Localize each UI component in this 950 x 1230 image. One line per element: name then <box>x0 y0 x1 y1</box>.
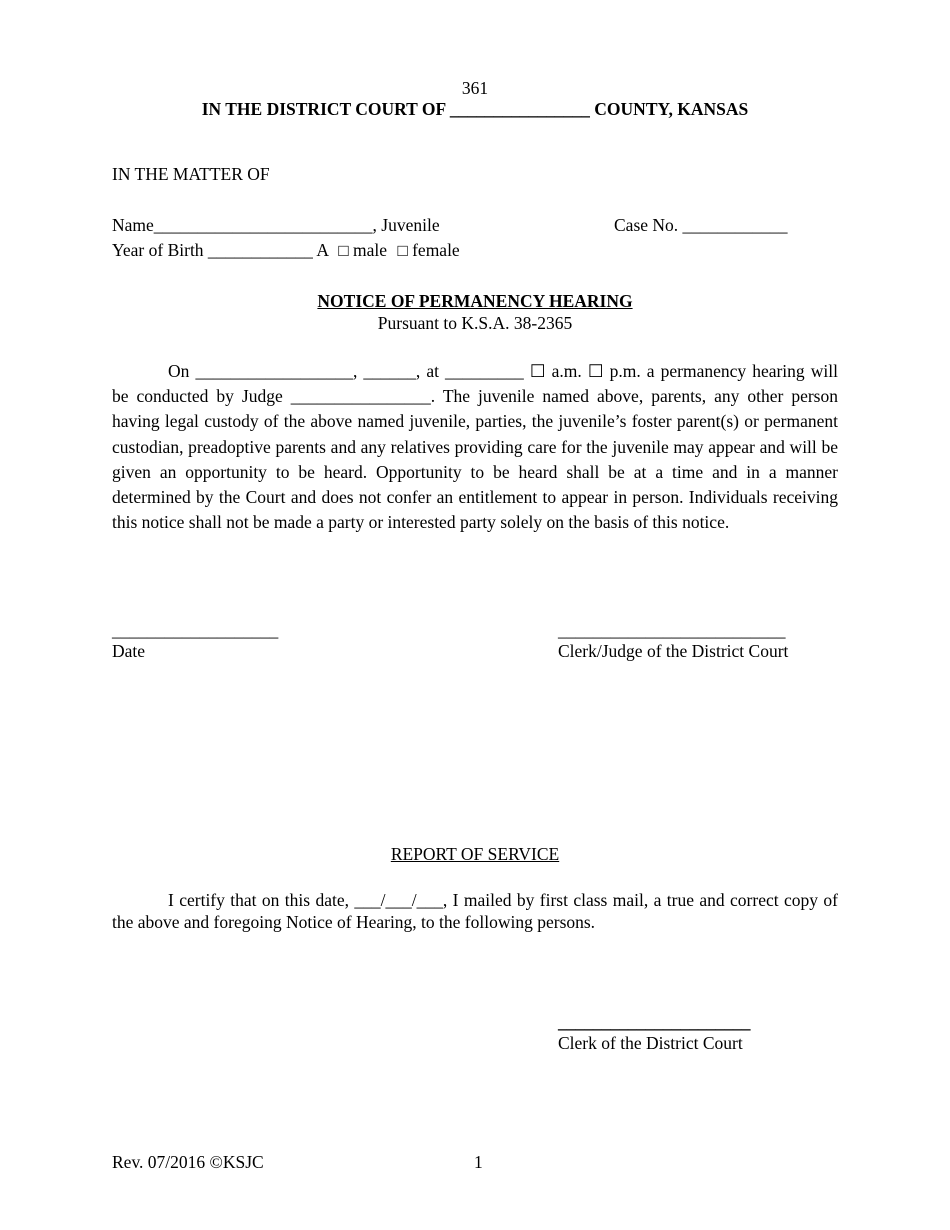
judge-signature-line: __________________________ <box>558 620 786 640</box>
notice-body-text: a permanency hearing will be conducted by Judge ________________. The juvenile named above, parents, any other person having legal custody of the above named juvenile, parties, the juvenile’s foster parent(s) or permanent custodian, preadoptive parents and any relatives providing care for the juvenile may appear and will be given an opportunity to be heard. Opportunity to be heard shall be at a time and in a manner determined by the Court and does not confer an entitlement to appear in person. Individuals receiving this notice shall not be made a party or interested party solely on the basis of this notice. <box>112 361 838 533</box>
clerk-label: Clerk of the District Court <box>558 1033 743 1053</box>
am-checkbox-icon: ☐ <box>529 361 546 381</box>
date-signature-line: ___________________ <box>112 620 279 640</box>
revision-footer: Rev. 07/2016 ©KSJC <box>112 1152 264 1172</box>
judge-label: Clerk/Judge of the District Court <box>558 641 789 661</box>
form-number: 361 <box>461 78 489 98</box>
year-of-birth-field: Year of Birth ____________ A <box>112 240 329 260</box>
matter-heading: IN THE MATTER OF <box>112 164 270 184</box>
report-title: REPORT OF SERVICE <box>390 844 560 864</box>
am-label: a.m. <box>545 361 588 381</box>
clerk-signature-line: ______________________ <box>558 1012 751 1032</box>
report-paragraph: I certify that on this date, ___/___/___, I mailed by first class mail, a true and correct copy of the above and foregoing Notice of Hearing, to the following persons. <box>112 890 838 932</box>
male-label: male <box>353 240 388 260</box>
hearing-date-text: On __________________, ______, at _________ <box>168 361 530 381</box>
pm-label: p.m. <box>603 361 641 381</box>
date-label: Date <box>112 641 146 661</box>
page-number: 1 <box>474 1152 483 1172</box>
female-checkbox-icon: □ <box>397 241 408 260</box>
case-number-field: Case No. ____________ <box>614 215 788 235</box>
year-of-birth-row <box>112 240 460 262</box>
juvenile-name-field: Name_________________________, Juvenile <box>112 215 440 235</box>
female-label: female <box>412 240 460 260</box>
notice-subtitle: Pursuant to K.S.A. 38-2365 <box>377 313 573 333</box>
pm-checkbox-icon: ☐ <box>587 361 604 381</box>
notice-title: NOTICE OF PERMANENCY HEARING <box>317 291 633 311</box>
court-title: IN THE DISTRICT COURT OF ________________ COUNTY, KANSAS <box>201 99 749 119</box>
male-checkbox-icon: □ <box>338 241 349 260</box>
notice-paragraph <box>112 359 838 535</box>
